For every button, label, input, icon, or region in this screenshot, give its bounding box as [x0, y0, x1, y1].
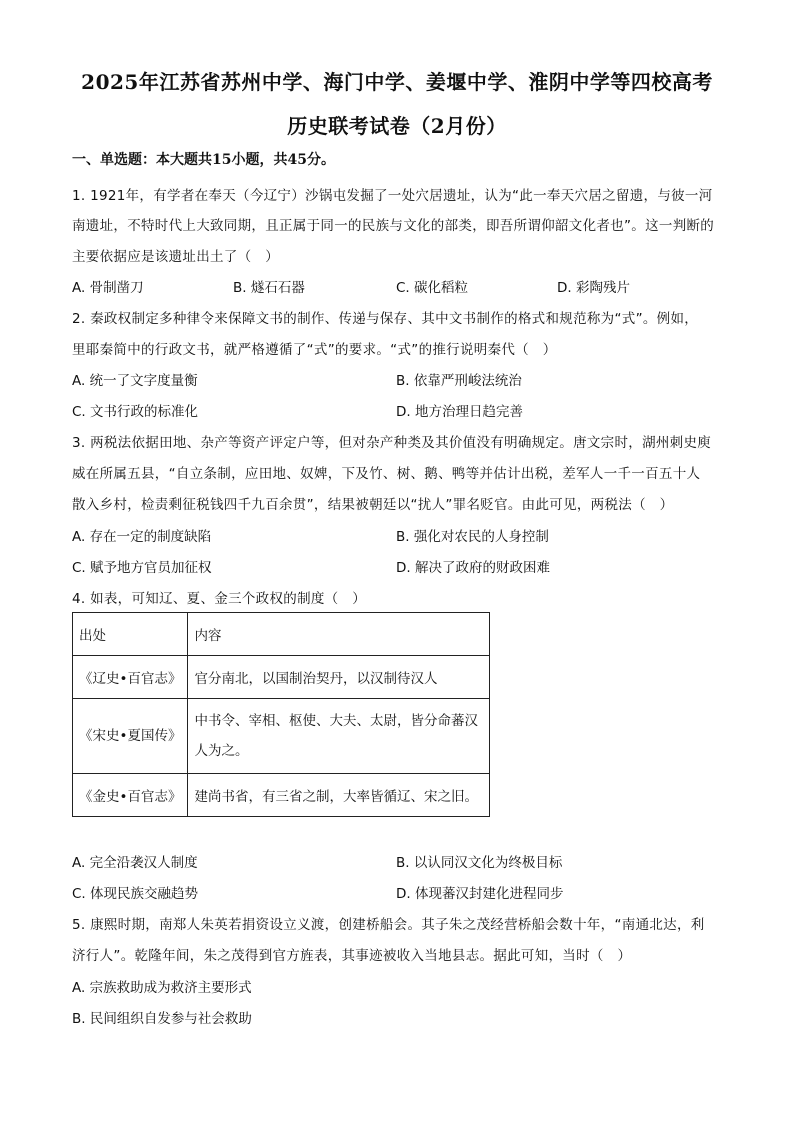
q1-text-line: 1. 1921年，有学者在奉天（今辽宁）沙锅屯发掘了一处穴居遗址，认为“此一奉天穴居之留遗，与彼一河: [72, 188, 713, 204]
table-cell-content: 中书令、宰相、枢使、大夫、太尉，皆分命蕃汉人为之。: [188, 699, 490, 774]
q1-text-line: 主要依据应是该遗址出土了（ ）: [72, 249, 279, 265]
section-heading: 一、单选题：本大题共15小题，共45分。: [72, 152, 335, 168]
q3-option-a: A. 存在一定的制度缺陷: [72, 529, 212, 545]
q5-option-a: A. 宗族救助成为救济主要形式: [72, 980, 252, 996]
table-cell-content: 官分南北，以国制治契丹，以汉制待汉人: [188, 656, 490, 699]
table-row: [73, 774, 490, 817]
q4-table: [72, 612, 490, 817]
table-cell-source: 《宋史•夏国传》: [73, 699, 188, 774]
q1-option-c: C. 碳化稻粒: [396, 280, 469, 296]
q5-option-b: B. 民间组织自发参与社会救助: [72, 1011, 252, 1027]
q1-option-a: A. 骨制凿刀: [72, 280, 144, 296]
q2-option-b: B. 依靠严刑峻法统治: [396, 373, 522, 389]
q2-text-line: 里耶秦简中的行政文书，就严格遵循了“式”的要求。“式”的推行说明秦代（ ）: [72, 342, 557, 358]
q1-option-b: B. 燧石石器: [233, 280, 305, 296]
q3-option-c: C. 赋予地方官员加征权: [72, 560, 212, 576]
exam-title-line1: 2025年江苏省苏州中学、海门中学、姜堰中学、淮阴中学等四校高考: [81, 70, 713, 94]
table-cell-source: 《辽史•百官志》: [73, 656, 188, 699]
q5-text-line: 5. 康熙时期，南郑人朱英若捐资设立义渡，创建桥船会。其子朱之茂经营桥船会数十年，“南通北达，利: [72, 917, 705, 933]
table-row: [73, 656, 490, 699]
exam-title-line2: 历史联考试卷（2月份）: [287, 114, 507, 138]
q4-text-line: 4. 如表，可知辽、夏、金三个政权的制度（ ）: [72, 591, 367, 607]
table-header-row: [73, 613, 490, 656]
q1-text-line: 南遗址，不特时代上大致同期，且正属于同一的民族与文化的部类，即吾所谓仰韶文化者也”。这一判断的: [72, 218, 715, 234]
table-header-content: 内容: [188, 613, 490, 656]
table-cell-source: 《金史•百官志》: [73, 774, 188, 817]
q3-text-line: 散入乡村，检责剩征税钱四千九百余贯”，结果被朝廷以“扰人”罪名贬官。由此可见，两税法（ ）: [72, 497, 674, 513]
q4-option-c: C. 体现民族交融趋势: [72, 886, 199, 902]
q2-option-c: C. 文书行政的标准化: [72, 404, 199, 420]
q3-text-line: 威在所属五县，“自立条制，应田地、奴婢，下及竹、树、鹅、鸭等并估计出税，差军人一千一百五十人: [72, 466, 701, 482]
q4-option-b: B. 以认同汉文化为终极目标: [396, 855, 563, 871]
q3-option-d: D. 解决了政府的财政困难: [396, 560, 550, 576]
q5-text-line: 济行人”。乾隆年间，朱之茂得到官方旌表，其事迹被收入当地县志。据此可知，当时（ ）: [72, 948, 632, 964]
q2-option-a: A. 统一了文字度量衡: [72, 373, 198, 389]
q2-option-d: D. 地方治理日趋完善: [396, 404, 523, 420]
q3-text-line: 3. 两税法依据田地、杂产等资产评定户等，但对杂产种类及其价值没有明确规定。唐文宗时，湖州刺史庾: [72, 435, 712, 451]
q4-option-d: D. 体现蕃汉封建化进程同步: [396, 886, 564, 902]
q3-option-b: B. 强化对农民的人身控制: [396, 529, 549, 545]
table-cell-content: 建尚书省，有三省之制，大率皆循辽、宋之旧。: [188, 774, 490, 817]
q2-text-line: 2. 秦政权制定多种律令来保障文书的制作、传递与保存、其中文书制作的格式和规范称为“式”。例如，: [72, 311, 699, 327]
q4-option-a: A. 完全沿袭汉人制度: [72, 855, 198, 871]
table-row: [73, 699, 490, 774]
table-header-source: 出处: [73, 613, 188, 656]
q1-option-d: D. 彩陶残片: [557, 280, 630, 296]
